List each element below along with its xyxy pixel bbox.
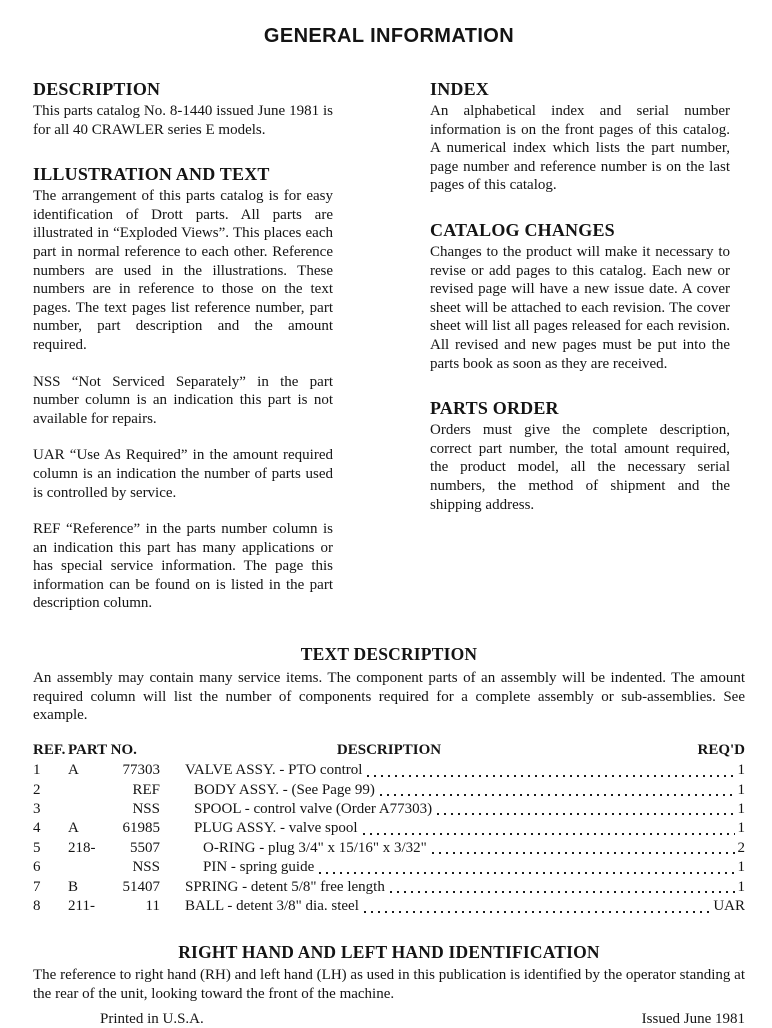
description-text: PIN - spring guide: [203, 859, 315, 876]
section-heading: DESCRIPTION: [33, 79, 161, 99]
section-parts-order: [430, 398, 730, 514]
header-reqd: REQ'D: [697, 741, 745, 758]
cell-part-prefix: 218-: [68, 839, 96, 856]
cell-ref: 5: [33, 839, 41, 856]
right-column: [430, 79, 730, 638]
table-row: [33, 878, 745, 897]
paragraph: REF “Reference” in the parts number column is an indication this part has many applications or has special service information. The page this information can be found on is listed in the part description column.: [33, 521, 333, 612]
text-description-paragraph: An assembly may contain many service items. The component parts of an assembly will be indented. The amount required column will list the number of components required for a complete assembly or sub-assemblies. See example.: [33, 670, 745, 724]
parts-table-header: [33, 741, 745, 760]
cell-part-prefix: A: [68, 762, 79, 779]
cell-part-number: NSS: [132, 859, 160, 876]
section-heading: ILLUSTRATION AND TEXT: [33, 164, 270, 185]
cell-part-number: 61985: [122, 820, 160, 837]
cell-reqd: 1: [737, 820, 745, 837]
description-text: SPOOL - control valve (Order A77303): [194, 801, 433, 818]
rh-lh-paragraph: The reference to right hand (RH) and left hand (LH) as used in this publication is identified by the operator standing at the rear of the unit, looking toward the front of the machine.: [33, 966, 745, 1002]
text-description-section: [33, 644, 745, 725]
cell-part-number: REF: [132, 781, 160, 798]
description-text: BODY ASSY. - (See Page 99): [194, 781, 375, 798]
paragraph: This parts catalog No. 8-1440 issued June 1981 is for all 40 CRAWLER series E models.: [33, 103, 333, 138]
table-row: [33, 800, 745, 819]
cell-part-number: 5507: [130, 839, 160, 856]
table-row: [33, 839, 745, 858]
cell-description: [185, 761, 738, 780]
cell-description: [185, 858, 738, 877]
cell-part-prefix: A: [68, 820, 79, 837]
paragraph: An alphabetical index and serial number information is on the front pages of this catalog. A numerical index which lists the part number, page number and reference number is on the last pages of this catalog.: [430, 103, 730, 194]
cell-part-number: NSS: [132, 801, 160, 818]
header-description: DESCRIPTION: [336, 741, 442, 758]
dot-leader: [319, 872, 734, 874]
section-catalog-changes: [430, 220, 730, 373]
section-description: [33, 79, 333, 139]
cell-part-number: 51407: [122, 878, 160, 895]
cell-ref: 3: [33, 801, 41, 818]
rh-lh-section: [33, 942, 745, 1004]
header-ref: REF.: [33, 741, 66, 758]
description-text: SPRING - detent 5/8" free length: [185, 878, 385, 895]
cell-part-prefix: B: [68, 878, 79, 895]
section-heading: INDEX: [430, 79, 490, 99]
table-row: [33, 897, 745, 916]
cell-reqd: 2: [737, 839, 745, 856]
cell-ref: 7: [33, 878, 41, 895]
cell-reqd: 1: [737, 859, 745, 876]
cell-description: [185, 839, 738, 858]
paragraph: UAR “Use As Required” in the amount required column is an indication the number of parts used is controlled by service.: [33, 447, 333, 501]
dot-leader: [367, 775, 734, 777]
cell-reqd: 1: [737, 878, 745, 895]
table-row: [33, 819, 745, 838]
text-description-heading: TEXT DESCRIPTION: [300, 644, 478, 665]
cell-ref: 6: [33, 859, 41, 876]
cell-description: [185, 800, 738, 819]
cell-part-number: 77303: [122, 762, 160, 779]
paragraph: NSS “Not Serviced Separately” in the part number column is an indication this part is not available for repairs.: [33, 373, 333, 427]
dot-leader: [380, 794, 735, 796]
printed-in-note: Printed in U.S.A.: [100, 1010, 204, 1027]
dot-leader: [364, 911, 710, 913]
dot-leader: [390, 891, 735, 893]
cell-description: [185, 878, 738, 897]
parts-table: [33, 741, 745, 917]
cell-ref: 2: [33, 781, 41, 798]
table-row: [33, 781, 745, 800]
table-row: [33, 858, 745, 877]
paragraph: Orders must give the complete description, correct part number, the total amount required, the product model, all the necessary serial numbers, the method of shipment and the shipping address.: [430, 422, 730, 513]
section-illustration-and-text: [33, 164, 333, 613]
cell-reqd: 1: [737, 762, 745, 779]
cell-reqd: 1: [737, 781, 745, 798]
cell-description: [185, 897, 713, 916]
cell-description: [185, 781, 738, 800]
page-title: GENERAL INFORMATION: [263, 25, 515, 47]
dot-leader: [363, 833, 735, 835]
header-part-no: PART NO.: [68, 741, 137, 758]
table-row: [33, 761, 745, 780]
cell-ref: 8: [33, 898, 41, 915]
cell-ref: 1: [33, 762, 41, 779]
cell-part-prefix: 211-: [68, 898, 95, 915]
cell-reqd: UAR: [713, 898, 745, 915]
rh-lh-heading: RIGHT HAND AND LEFT HAND IDENTIFICATION: [178, 941, 600, 962]
description-text: O-RING - plug 3/4" x 15/16" x 3/32": [203, 839, 427, 856]
issue-date: Issued June 1981: [641, 1010, 745, 1027]
cell-description: [185, 819, 738, 838]
two-column-area: [33, 79, 745, 638]
cell-ref: 4: [33, 820, 41, 837]
section-index: [430, 79, 730, 195]
paragraph: The arrangement of this parts catalog is for easy identification of Drott parts. All parts are illustrated in “Exploded Views”. This places each part in normal reference to each other. Reference numbers are used in the illustrations. These numbers are in reference to those on the text pages. The text pages list reference number, part number, part description and the amount required.: [33, 188, 333, 353]
description-text: PLUG ASSY. - valve spool: [194, 820, 358, 837]
section-heading: PARTS ORDER: [430, 398, 559, 419]
paragraph: Changes to the product will make it necessary to revise or add pages to this catalog. Each new or revised page will have a new issue date. A cover sheet will be attached to each revision. The cover sheet will list all pages released for each revision. All revised and new pages must be put into the parts book as soon as they are received.: [430, 243, 730, 372]
section-heading: CATALOG CHANGES: [430, 219, 615, 240]
left-column: [33, 79, 333, 638]
page-footer: [33, 1011, 745, 1028]
cell-part-number: 11: [145, 898, 160, 915]
cell-reqd: 1: [737, 801, 745, 818]
dot-leader: [437, 813, 734, 815]
parts-table-body: [33, 761, 745, 916]
description-text: BALL - detent 3/8" dia. steel: [185, 898, 359, 915]
dot-leader: [432, 852, 735, 854]
description-text: VALVE ASSY. - PTO control: [185, 762, 363, 779]
